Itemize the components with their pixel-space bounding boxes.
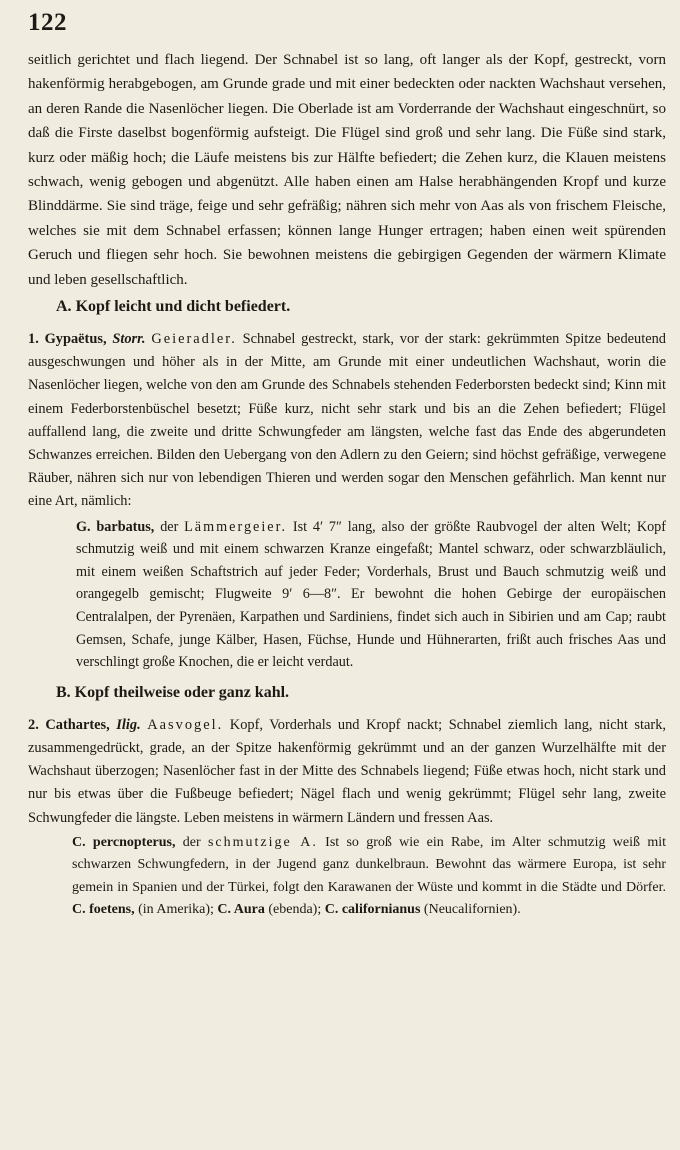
species-common-name: Lämmergeier. (184, 518, 288, 535)
species-name: C. percnopterus, (72, 834, 176, 850)
species-common-prefix: der (160, 518, 179, 535)
section-title: Kopf leicht und dicht befiedert. (75, 298, 291, 316)
genus-author: Ilig. (116, 716, 141, 733)
entry-number: 1. (28, 331, 39, 348)
genus-name: Gypaëtus, (44, 331, 107, 348)
species-description: Ist 4′ 7″ lang, also der größte Raubvogel der alten Welt; Kopf schmutzig weiß und mit einem schwarzen Kranze eingefaßt; Mantel schwarz, oder schwarzbläulich, mit einem weißen Schaftstrich auf jeder Feder; Vorderhals, Brust und Bauch schmutzig weiß und orangegelb gemischt; Flugweite 9′ 6—8″. Er bewohnt die hohen Gebirge der europäischen Centralalpen, der Pyrenäen, Karpathen und Sardiniens, findet sich auch in Sibirien und am Cap; raubt Gemsen, Schafe, junge Kälber, Hasen, Füchse, Hunde und Hühnerarten, frißt auch frisches Aas und verschlingt große Knochen, die er leicht verdaut. (76, 518, 666, 671)
section-title: Kopf theilweise oder ganz kahl. (74, 683, 290, 701)
section-letter: A. (56, 298, 72, 316)
species-common-name: schmutzige A. (207, 834, 318, 850)
species-note-aura: (ebenda); (268, 902, 322, 918)
section-letter: B. (56, 683, 71, 701)
species-note-foetens: (in Amerika); (138, 902, 214, 918)
page-number: 122 (28, 9, 67, 36)
species-description: Ist so groß wie ein Rabe, im Alter schmutzig weiß mit schwarzen Schwungfedern, in der Jugend ganz dunkelbraun. Bewohnt das wärmere Europa, ist sehr gemein in Spanien und der Türkei, folgt den Karawanen der Wüste und kommt in die Städte und Dörfer. (72, 834, 666, 895)
species-name: G. barbatus, (76, 518, 155, 535)
intro-paragraph: seitlich gerichtet und flach liegend. Der Schnabel ist so lang, oft langer als der Kopf, gestreckt, vorn hakenförmig herabgebogen, am Grunde grade und mit einer bedeckten oder nackten Wachshaut versehen, an deren Rande die Nasenlöcher liegen. Die Oberlade ist am Vorderrande der Wachshaut eingeschnürt, so daß die Firste daselbst bogenförmig aufsteigt. Die Flügel sind groß und sehr lang. Die Füße sind stark, kurz oder mäßig hoch; die Läufe meistens bis zur Hälfte befiedert; die Zehen kurz, die Klauen meistens schwach, wenig gebogen und abgenützt. Alle haben einen am Halse herabhängenden Kropf und kurze Blinddärme. Sie sind träge, feige und sehr gefräßig; nähren sich mehr von Aas als von frischem Fleische, welches sie mit dem Schnabel erfassen; können lange Hunger ertragen; haben einen weit spürenden Geruch und fliegen sehr hoch. Sie bewohnen meistens die gebirgigen Gegenden der wärmern Klimate und leben gesellschaftlich. (28, 52, 666, 288)
section-heading-a (56, 294, 666, 320)
entry-number: 2. (28, 716, 39, 733)
species-common-prefix: der (182, 834, 201, 850)
genus-description: Kopf, Vorderhals und Kropf nackt; Schnabel ziemlich lang, nicht stark, zusammengedrückt, grade, an der Spitze hakenförmig gekrümmt und an der ganzen Wurzelhälfte mit der Wachshaut überzogen; Nasenlöcher fast in der Mitte des Schnabels liegend; Füße etwas hoch, nicht stark und nur bis etwas über die Fußbeuge befiedert; Nägel flach und wenig gekrümmt; Flügel sehr lang, zweite Schwungfeder die längste. Leben meistens in wärmern Ländern und fressen Aas. (28, 716, 667, 826)
genus-description: Schnabel gestreckt, stark, vor der stark: gekrümmten Spitze bedeutend ausgeschwungen und höher als in der Mitte, am Grunde mit einer undeutlichen Wachshaut, worin die Nasenlöcher liegen, welche von den am Grunde des Schnabels stehenden Federborsten bedeckt sind; Kinn mit einem Federborstenbüschel besetzt; Füße kurz, nicht sehr stark und bis an die Zehen befiedert; Flügel auffallend lang, die zweite und dritte Schwungfeder am längsten, welche fast das Ende des abgerundeten Schwanzes erreichen. Bilden den Uebergang von den Adlern zu den Geiern; sind höchst gefräßige, verwegene Räuber, nähren sich nur von lebendigen Thieren und werden sogar den Menschen gefährlich. Man kennt nur eine Art, nämlich: (28, 331, 666, 510)
genus-entry-gypaetus (28, 328, 666, 514)
genus-common-name: Aasvogel. (147, 716, 224, 733)
species-entry-percnopterus (72, 832, 666, 922)
species-entry-barbatus (76, 516, 666, 674)
genus-common-name: Geieradler. (151, 331, 237, 348)
species-name-foetens: C. foetens, (72, 902, 135, 918)
section-heading-b (56, 680, 666, 706)
species-note-californianus: (Neucalifornien). (423, 902, 521, 918)
genus-name: Cathartes, (45, 716, 110, 733)
species-name-aura: C. Aura (217, 902, 265, 918)
species-name-californianus: C. californianus (324, 902, 421, 918)
genus-author: Storr. (112, 331, 146, 348)
genus-entry-cathartes (28, 714, 666, 830)
